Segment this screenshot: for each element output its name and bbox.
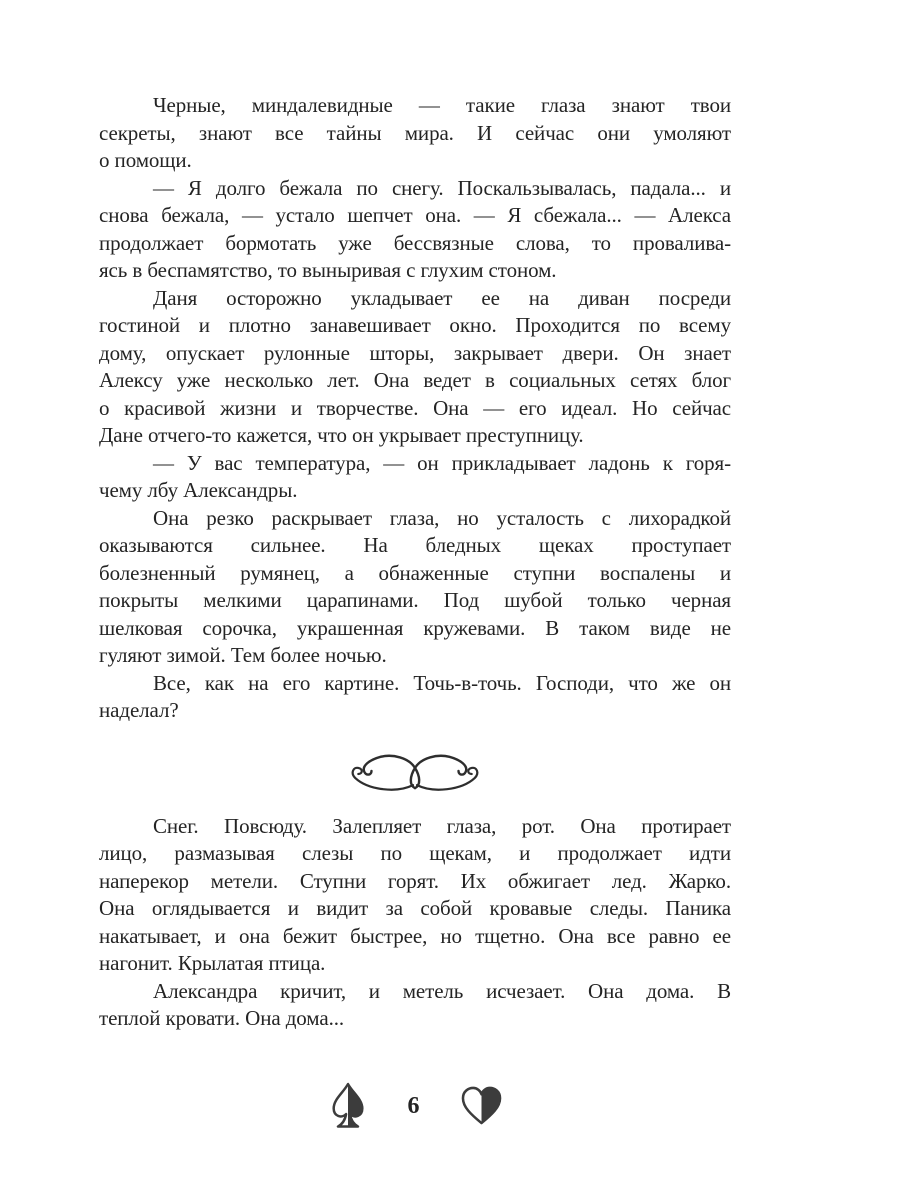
paragraph (99, 175, 731, 285)
text-line: шелковая сорочка, украшенная кружевами. В таком виде не (99, 615, 731, 640)
text-line: Она оглядывается и видит за собой кровавые следы. Паника (99, 896, 731, 920)
text-line: накатывает, и она бежит быстрее, но тщетно. Она все равно ее (99, 923, 731, 948)
text-line: ясь в беспамятство, то выныривая с глухим стоном. (99, 258, 557, 282)
spade-icon (327, 1082, 369, 1130)
paragraph (99, 813, 731, 978)
text-column (99, 92, 731, 1033)
paragraph (99, 285, 731, 450)
text-line: теплой кровати. Она дома... (99, 1006, 345, 1030)
text-line: гостиной и плотно занавешивает окно. Проходится по всему (99, 313, 731, 337)
text-line: гуляют зимой. Тем более ночью. (99, 643, 387, 667)
text-line: чему лбу Александры. (99, 478, 298, 502)
text-line: Снег. Повсюду. Залепляет глаза, рот. Она протирает (153, 813, 731, 838)
page-footer (99, 1082, 731, 1130)
page-number: 6 (407, 1092, 420, 1119)
paragraphs-after-divider (99, 813, 731, 1033)
text-line: болезненный румянец, а обнаженные ступни воспалены и (99, 560, 731, 585)
text-line: Дане отчего-то кажется, что он укрывает преступницу. (99, 423, 584, 447)
text-line: Она резко раскрывает глаза, но усталость с лихорадкой (153, 505, 731, 530)
text-line: Все, как на его картине. Точь-в-точь. Господи, что же он (153, 670, 731, 695)
text-line: дому, опускает рулонные шторы, закрывает двери. Он знает (99, 340, 731, 365)
text-line: Александра кричит, и метель исчезает. Она дома. В (153, 978, 731, 1003)
text-line: о красивой жизни и творчестве. Она — его идеал. Но сейчас (99, 395, 731, 420)
text-line: — У вас температура, — он прикладывает ладонь к горя- (153, 450, 731, 475)
text-line: — Я долго бежала по снегу. Поскальзывалась, падала... и (153, 175, 731, 200)
text-line: наделал? (99, 698, 179, 722)
text-line: нагонит. Крылатая птица. (99, 951, 326, 975)
text-line: о помощи. (99, 148, 192, 172)
paragraph (99, 92, 731, 175)
text-line: Алексу уже несколько лет. Она ведет в социальных сетях блог (99, 368, 731, 392)
paragraph (99, 450, 731, 505)
text-line: оказываются сильнее. На бледных щеках проступает (99, 533, 731, 557)
text-line: снова бежала, — устало шепчет она. — Я сбежала... — Алекса (99, 203, 731, 227)
paragraph (99, 505, 731, 670)
text-line: Черные, миндалевидные — такие глаза знают твои (153, 93, 731, 117)
section-divider (99, 753, 731, 793)
paragraph (99, 978, 731, 1033)
flourish-divider-icon (330, 753, 500, 793)
paragraphs-before-divider (99, 92, 731, 725)
text-line: продолжает бормотать уже бессвязные слова, то провалива- (99, 230, 731, 255)
text-line: лицо, размазывая слезы по щекам, и продолжает идти (99, 841, 731, 865)
text-line: покрыты мелкими царапинами. Под шубой только черная (99, 588, 731, 612)
text-line: Даня осторожно укладывает ее на диван посреди (153, 285, 731, 310)
text-line: секреты, знают все тайны мира. И сейчас они умоляют (99, 120, 731, 145)
paragraph (99, 670, 731, 725)
text-line: наперекор метели. Ступни горят. Их обжигает лед. Жарко. (99, 868, 731, 893)
heart-icon (459, 1086, 504, 1126)
